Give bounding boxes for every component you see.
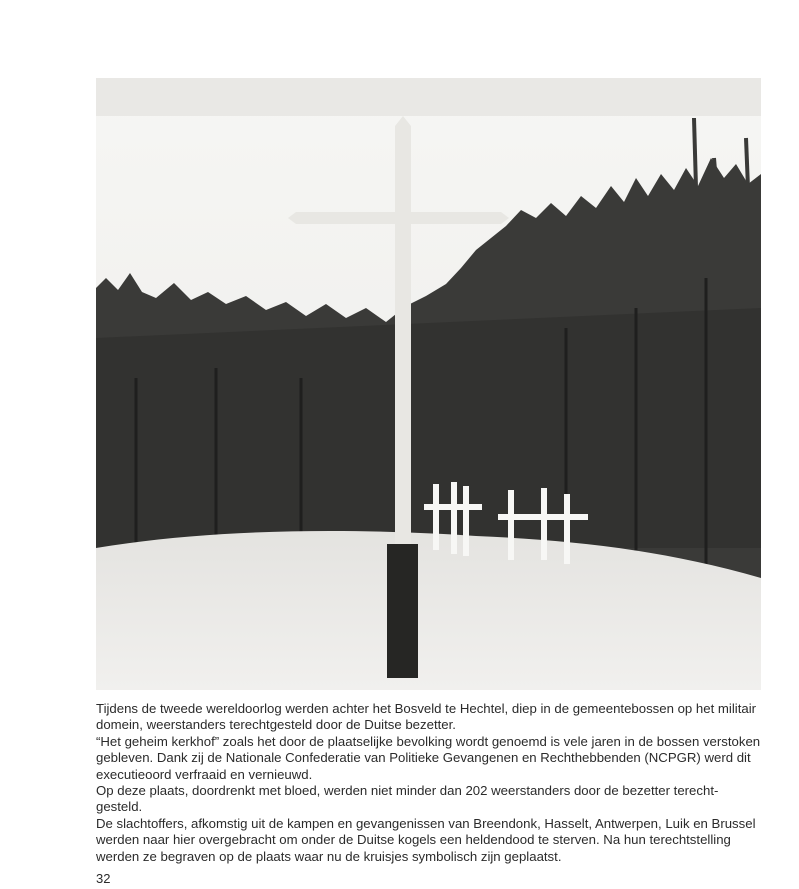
caption-paragraph: Tijdens de tweede wereldoorlog werden achter het Bosveld te Hechtel, diep in de gemeentebossen op het militair domein, weerstanders terechtgesteld door de Duitse bezetter. (96, 701, 757, 733)
caption (96, 701, 764, 865)
memorial-photo (96, 78, 761, 690)
page-number: 32 (96, 871, 111, 886)
cross-monument-icon (96, 78, 761, 690)
caption-paragraph: De slachtoffers, afkomstig uit de kampen en gevangenissen van Breendonk, Hasselt, Antwerpen, Luik en Brussel werden naar hier overgebracht om onder de Duitse kogels een heldendood te sterven. Na hun terechtstelling werden ze begraven op de plaats waar nu de kruisjes symbolisch zijn geplaatst. (96, 815, 756, 864)
caption-paragraph: “Het geheim kerkhof” zoals het door de plaatselijke bevolking wordt genoemd is vele jaren in de bossen verstoken gebleven. Dank zij de Nationale Confederatie van Politieke Gevangenen en Rechthebbenden (NCPGR) werd dit executieoord verfraaid en vernieuwd. (96, 733, 761, 782)
caption-paragraph: Op deze plaats, doordrenkt met bloed, werden niet minder dan 202 weerstanders door de bezetter terecht-gesteld. (96, 783, 719, 815)
